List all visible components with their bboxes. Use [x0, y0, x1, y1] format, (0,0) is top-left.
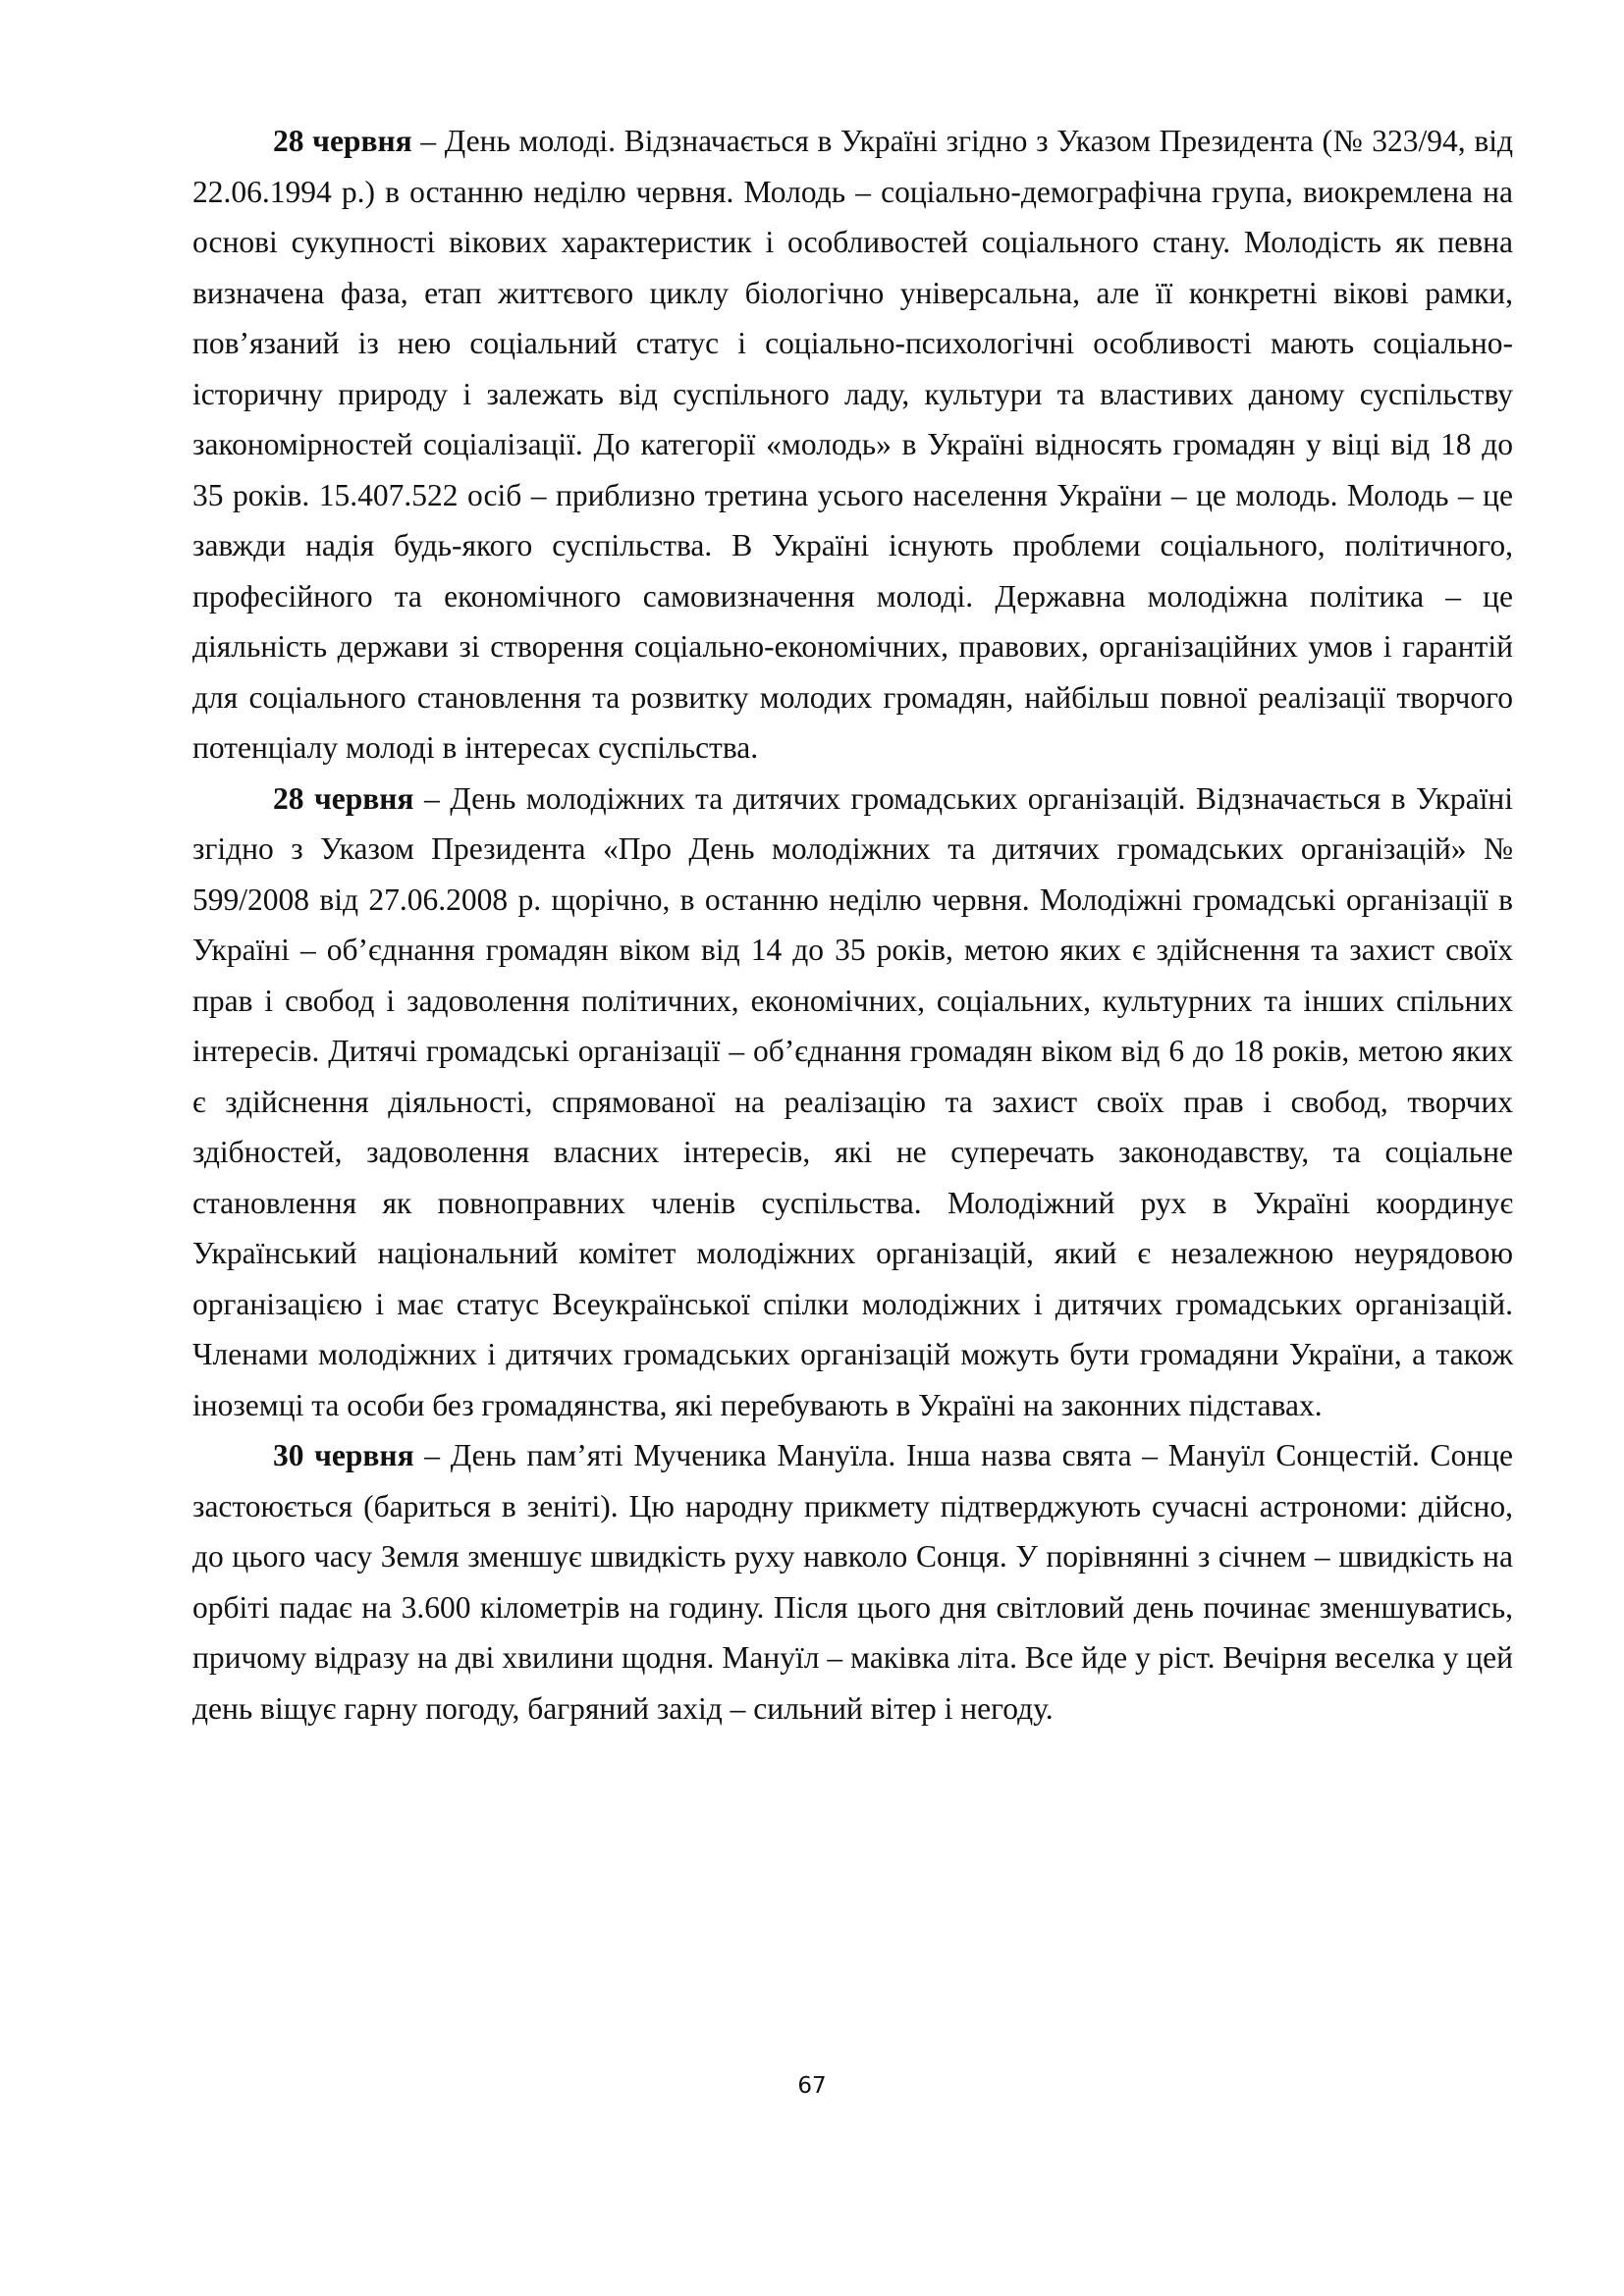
- document-body: [192, 116, 1513, 1734]
- paragraph-youth-organizations-day: [192, 774, 1513, 1431]
- entry-text: – День молоді. Відзначається в Україні згідно з Указом Президента (№ 323/94, від 22.06.1994 р.) в останню неділю червня. Молодь – соціально-демографічна група, виокремлена на основі сукупності вікових характеристик і особливостей соціального стану. Молодість як певна визначена фаза, етап життєвого циклу біологічно універсальна, але її конкретні вікові рамки, пов’язаний із нею соціальний статус і соціально-психологічні особливості мають соціально-історичну природу і залежать від суспільного ладу, культури та властивих даному суспільству закономірностей соціалізації. До категорії «молодь» в Україні відносять громадян у віці від 18 до 35 років. 15.407.522 осіб – приблизно третина усього населення України – це молодь. Молодь – це завжди надія будь-якого суспільства. В Україні існують проблеми соціального, політичного, професійного та економічного самовизначення молоді. Державна молодіжна політика – це діяльність держави зі створення соціально-економічних, правових, організаційних умов і гарантій для соціального становлення та розвитку молодих громадян, найбільш повної реалізації творчого потенціалу молоді в інтересах суспільства.: [192, 124, 1513, 765]
- entry-date: 30 червня: [273, 1438, 414, 1472]
- paragraph-manuil-day: [192, 1430, 1513, 1734]
- entry-text: – День молодіжних та дитячих громадських організацій. Відзначається в Україні згідно з Указом Президента «Про День молодіжних та дитячих громадських організацій» № 599/2008 від 27.06.2008 р. щорічно, в останню неділю червня. Молодіжні громадські організації в Україні – об’єднання громадян віком від 14 до 35 років, метою яких є здійснення та захист своїх прав і свобод і задоволення політичних, економічних, соціальних, культурних та інших спільних інтересів. Дитячі громадські організації – об’єднання громадян віком від 6 до 18 років, метою яких є здійснення діяльності, спрямованої на реалізацію та захист своїх прав і свобод, творчих здібностей, задоволення власних інтересів, які не суперечать законодавству, та соціальне становлення як повноправних членів суспільства. Молодіжний рух в Україні координує Український національний комітет молодіжних організацій, який є незалежною неурядовою організацією і має статус Всеукраїнської спілки молодіжних і дитячих громадських організацій. Членами молодіжних і дитячих громадських організацій можуть бути громадяни України, а також іноземці та особи без громадянства, які перебувають в Україні на законних підставах.: [192, 780, 1514, 1422]
- entry-text: – День пам’яті Мученика Мануїла. Інша назва свята – Мануїл Сонцестій. Сонце застоюється (бариться в зеніті). Цю народну прикмету підтверджують сучасні астрономи: дійсно, до цього часу Земля зменшує швидкість руху навколо Сонця. У порівнянні з січнем – швидкість на орбіті падає на 3.600 кілометрів на годину. Після цього дня світловий день починає зменшуватись, причому відразу на дві хвилини щодня. Мануїл – маківка літа. Все йде у ріст. Вечірня веселка у цей день віщує гарну погоду, багряний захід – сильний вітер і негоду.: [192, 1438, 1514, 1726]
- paragraph-youth-day: [192, 116, 1513, 774]
- page-number: 67: [797, 2073, 827, 2099]
- entry-date: 28 червня: [273, 124, 412, 158]
- entry-date: 28 червня: [273, 780, 414, 816]
